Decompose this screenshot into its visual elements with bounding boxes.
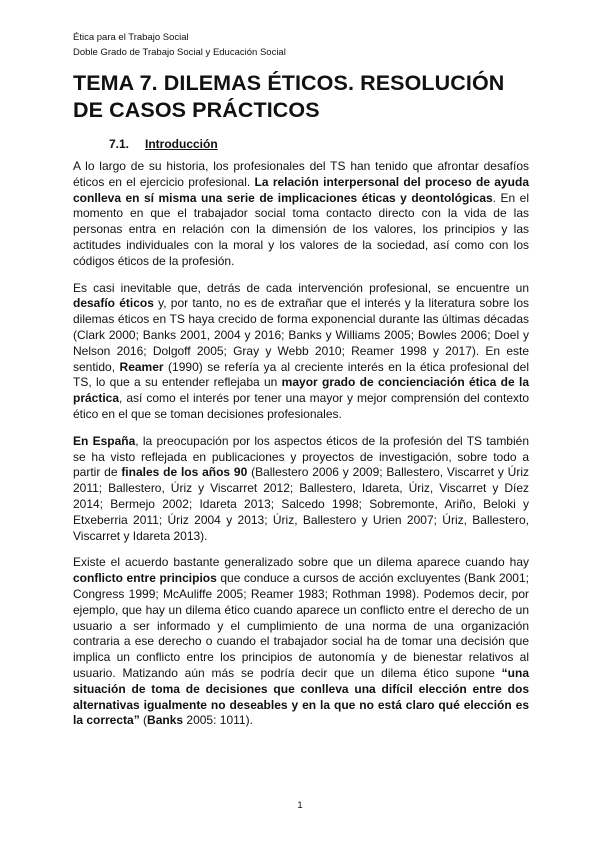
- text-run: que conduce a cursos de acción excluyentes (Bank 2001; Congress 1999; McAuliffe 2005; Reamer 1983; Rothman 1998). Podemos decir, por ejemplo, que hay un dilema ético cuando aparece un conflicto entre el derecho de un usuario a ser informado y el cumplimiento de una norma de una organización contraria a ese derecho o cuando el trabajador social ha de tomar una decisión que implica un conflicto entre los principios de autonomía y de bienestar relativos al usuario. Matizando aún más se podría decir que un dilema ético supone: [73, 571, 529, 680]
- body-text: [73, 159, 529, 740]
- header-course-title: Ética para el Trabajo Social: [73, 32, 189, 43]
- text-run: Es casi inevitable que, detrás de cada intervención profesional, se encuentre un: [73, 280, 529, 295]
- text-run: , así como el interés por tener una mayor y mejor comprensión del contexto ético en el que se toman decisiones profesionales.: [73, 391, 529, 421]
- bold-text: Banks: [147, 713, 184, 728]
- text-run: (: [139, 713, 148, 728]
- page-number: 1: [297, 800, 303, 811]
- bold-text: La relación interpersonal del proceso de ayuda conlleva en sí misma una serie de implicaciones éticas y deontológicas: [73, 174, 529, 205]
- bold-text: mayor grado de concienciación ética de la práctica: [73, 375, 529, 406]
- text-run: , la preocupación por los aspectos éticos de la profesión del TS también se ha visto reflejada en publicaciones y proyectos de investigación, sobre todo a partir de: [73, 433, 529, 480]
- text-run: (Ballestero 2006 y 2009; Ballestero, Viscarret y Úriz 2011; Ballestero, Úriz y Viscarret 2012; Ballestero, Idareta, Úriz, Viscarret y Díez 2014; Bermejo 2002; Idareta 2013; Salcedo 1998; Sobremonte, Ariño, Beloki y Etxeberria 2011; Úriz 2004 y 2013; Úriz, Ballestero y Urien 2007; Úriz, Ballestero, Viscarret y Idareta 2013).: [73, 465, 529, 543]
- bold-text: “una situación de toma de decisiones que conlleva una difícil elección entre dos alternativas igualmente no deseables y en la que no está claro qué elección es la correcta”: [73, 665, 529, 728]
- text-run: 2005: 1011).: [183, 713, 253, 728]
- section-heading: [109, 137, 218, 151]
- text-run: . En el momento en que el trabajador social toma contacto directo con la vida de las personas entra en relación con la dimensión de los valores, los principios y las actitudes individuales con la moral y los valores de la sociedad, así como con los códigos éticos de la profesión.: [73, 190, 529, 268]
- section-number: 7.1.: [109, 137, 130, 151]
- text-run: Existe el acuerdo bastante generalizado sobre que un dilema aparece cuando hay: [73, 555, 529, 570]
- paragraph: [73, 555, 529, 729]
- text-run: A lo largo de su historia, los profesionales del TS han tenido que afrontar desafíos éticos en el ejercicio profesional.: [73, 159, 529, 189]
- paragraph: [73, 281, 529, 423]
- bold-text: Reamer: [119, 359, 164, 374]
- bold-text: En España: [73, 433, 136, 448]
- text-run: (1990) se refería ya al creciente interés en la ética profesional del TS, lo que a su entender reflejaba un: [73, 359, 529, 390]
- paragraph: [73, 434, 529, 545]
- chapter-title: TEMA 7. DILEMAS ÉTICOS. RESOLUCIÓN DE CASOS PRÁCTICOS: [73, 71, 505, 122]
- bold-text: desafío éticos: [73, 296, 154, 311]
- paragraph: [73, 159, 529, 270]
- header-degree-name: Doble Grado de Trabajo Social y Educación Social: [73, 47, 286, 58]
- bold-text: conflicto entre principios: [73, 571, 217, 586]
- text-run: y, por tanto, no es de extrañar que el interés y la literatura sobre los dilemas éticos en TS haya crecido de forma exponencial durante las últimas décadas (Clark 2000; Banks 2001, 2004 y 2016; Banks y Williams 2005; Bowles 2006; Doel y Nelson 2016; Dolgoff 2005; Gray y Webb 2010; Reamer 1998 y 2017). En este sentido,: [73, 296, 529, 374]
- running-header: [73, 30, 286, 60]
- bold-text: finales de los años 90: [121, 465, 248, 480]
- section-title: Introducción: [145, 137, 218, 151]
